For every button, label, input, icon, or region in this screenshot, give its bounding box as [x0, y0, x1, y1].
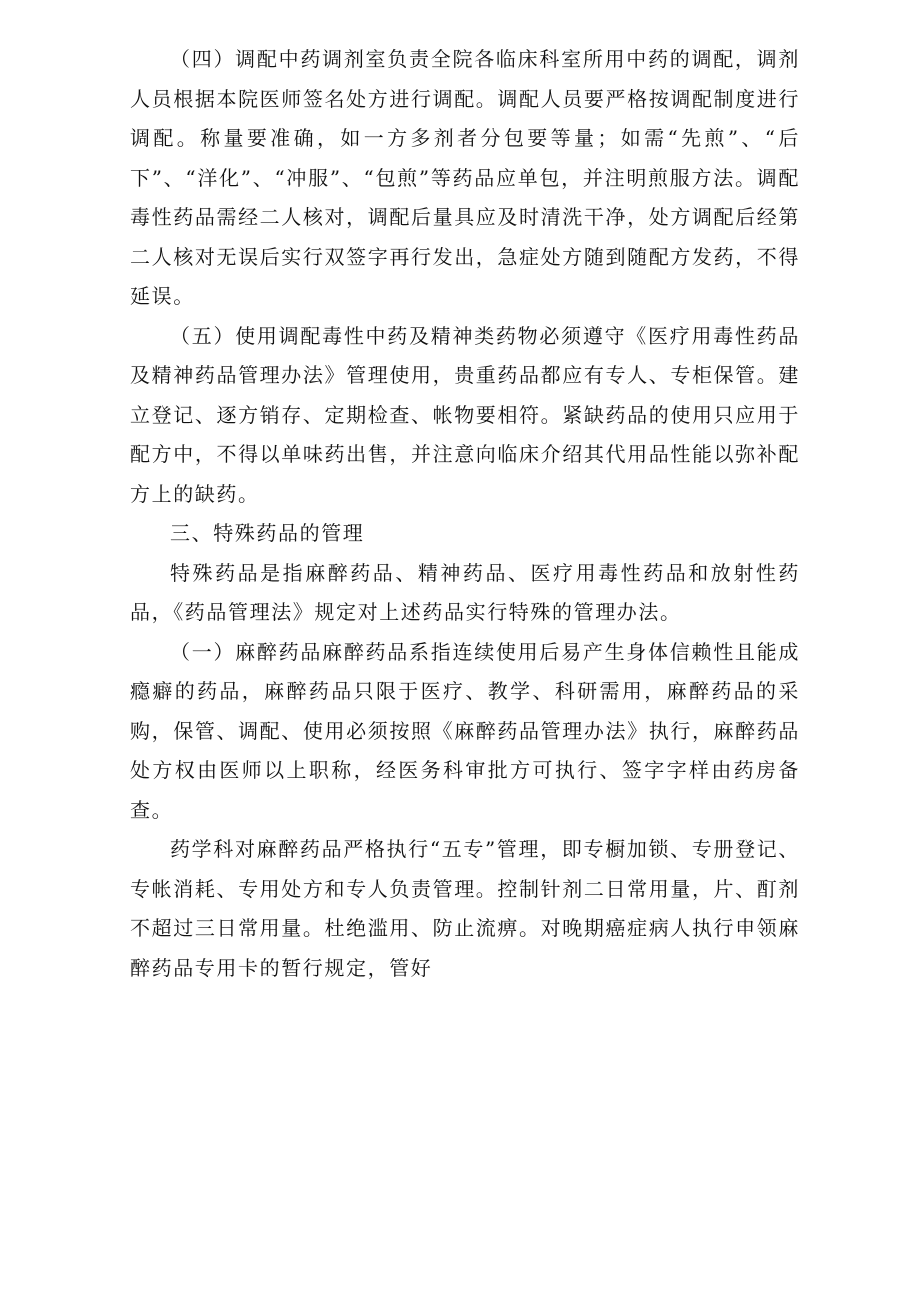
paragraph-special-drugs-definition: 特殊药品是指麻醉药品、精神药品、医疗用毒性药品和放射性药品，《药品管理法》规定对上述药品实行特殊的管理办法。: [130, 560, 800, 624]
paragraph-toxic-drugs: （五）使用调配毒性中药及精神类药物必须遵守《医疗用毒性药品及精神药品管理办法》管理使用，贵重药品都应有专人、专柜保管。建立登记、逐方销存、定期检查、帐物要相符。紧缺药品的使用只应用于配方中，不得以单味药出售，并注意向临床介绍其代用品性能以弥补配方上的缺药。: [130, 323, 800, 506]
paragraph-five-special-management: 药学科对麻醉药品严格执行“五专”管理，即专橱加锁、专册登记、专帐消耗、专用处方和专人负责管理。控制针剂二日常用量，片、酊剂不超过三日常用量。杜绝滥用、防止流痹。对晚期癌症病人执行申领麻醉药品专用卡的暂行规定，管好: [130, 837, 800, 980]
section-heading-special-drugs: 三、特殊药品的管理: [170, 521, 365, 545]
paragraph-narcotic-drugs: （一）麻醉药品麻醉药品系指连续使用后易产生身体信赖性且能成瘾癖的药品，麻醉药品只限于医疗、教学、科研需用，麻醉药品的采购，保管、调配、使用必须按照《麻醉药品管理办法》执行，麻醉药品处方权由医师以上职称，经医务科审批方可执行、签字字样由药房备查。: [130, 639, 800, 822]
paragraph-dispensing: （四）调配中药调剂室负责全院各临床科室所用中药的调配，调剂人员根据本院医师签名处方进行调配。调配人员要严格按调配制度进行调配。称量要准确，如一方多剂者分包要等量；如需“先煎”、“后下”、“洋化”、“冲服”、“包煎”等药品应单包，并注明煎服方法。调配毒性药品需经二人核对，调配后量具应及时清洗干净，处方调配后经第二人核对无误后实行双签字再行发出，急症处方随到随配方发药，不得延误。: [130, 47, 800, 308]
document-page: [130, 40, 800, 988]
